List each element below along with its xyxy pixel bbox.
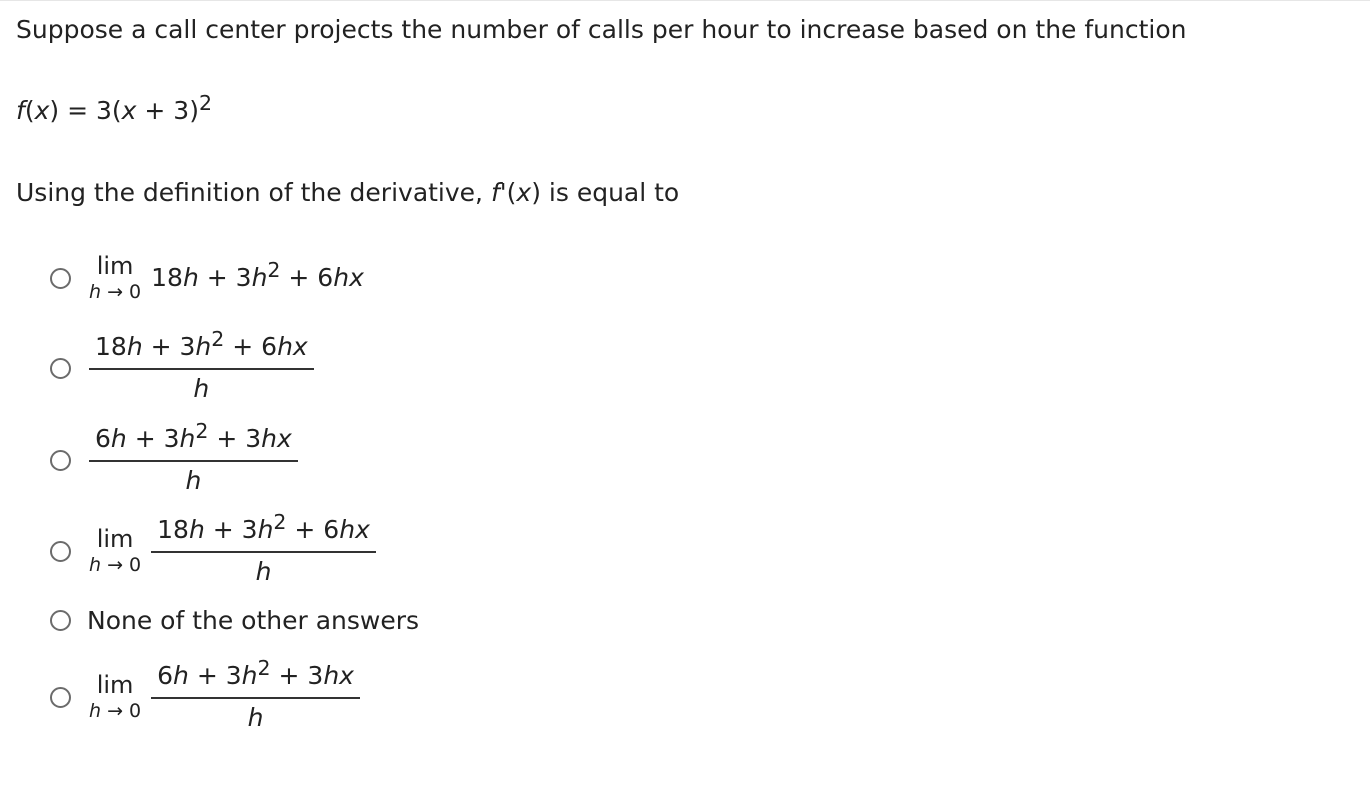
fraction-denominator: h bbox=[193, 374, 210, 403]
answer-option-2[interactable] bbox=[50, 326, 314, 404]
prompt-suffix: ) is equal to bbox=[531, 178, 680, 207]
fraction-denominator: h bbox=[185, 466, 202, 495]
prompt-prefix: Using the definition of the derivative, bbox=[16, 178, 491, 207]
radio-button[interactable] bbox=[50, 268, 71, 289]
radio-button[interactable] bbox=[50, 358, 71, 379]
answer-option-6[interactable] bbox=[50, 655, 360, 733]
limit-word: lim bbox=[96, 525, 134, 553]
function-definition: $f(x) = 3(x + 3)^2$ bbox=[16, 90, 212, 125]
radio-button[interactable] bbox=[50, 610, 71, 631]
limit-operator bbox=[89, 527, 141, 575]
function-rhs-suffix: + 3) bbox=[136, 96, 199, 125]
function-exponent: 2 bbox=[198, 90, 212, 115]
option-label: None of the other answers bbox=[87, 606, 420, 635]
radio-button[interactable] bbox=[50, 687, 71, 708]
option-expression bbox=[89, 509, 376, 587]
fraction bbox=[89, 326, 314, 404]
function-rhs-variable: x bbox=[121, 96, 137, 125]
question-prompt bbox=[16, 178, 679, 207]
option-expression bbox=[89, 418, 298, 496]
answer-option-5[interactable] bbox=[50, 606, 419, 635]
fraction-denominator: h bbox=[247, 703, 264, 732]
fraction bbox=[89, 418, 298, 496]
limit-operator bbox=[89, 254, 141, 302]
prompt-prime: '( bbox=[499, 178, 517, 207]
fraction-numerator: $18h + 3h^2 + 6hx$ bbox=[89, 332, 314, 370]
option-expression bbox=[89, 326, 314, 404]
fraction-numerator: $18h + 3h^2 + 6hx$ bbox=[151, 515, 376, 553]
answer-option-4[interactable] bbox=[50, 509, 376, 587]
fraction bbox=[151, 509, 376, 587]
limit-subscript: h → 0 bbox=[89, 700, 142, 722]
function-variable: x bbox=[34, 96, 50, 125]
limit-subscript: h → 0 bbox=[89, 281, 142, 303]
limit-subscript: h → 0 bbox=[89, 554, 142, 576]
limit-word: lim bbox=[96, 671, 134, 699]
prompt-function-name: f bbox=[490, 178, 500, 207]
fraction-numerator: $6h + 3h^2 + 3hx$ bbox=[89, 424, 298, 462]
function-name: f bbox=[16, 96, 25, 125]
radio-button[interactable] bbox=[50, 450, 71, 471]
limit-operator bbox=[89, 673, 141, 721]
fraction-denominator: h bbox=[255, 557, 272, 586]
option-expression bbox=[89, 254, 364, 302]
limit-word: lim bbox=[96, 252, 134, 280]
fraction-numerator: $6h + 3h^2 + 3hx$ bbox=[151, 661, 360, 699]
prompt-variable: x bbox=[516, 178, 532, 207]
option-expression bbox=[89, 655, 360, 733]
answer-option-3[interactable] bbox=[50, 418, 298, 496]
question-intro: Suppose a call center projects the number of calls per hour to increase based on the function bbox=[16, 15, 1187, 44]
radio-button[interactable] bbox=[50, 541, 71, 562]
function-rhs-prefix: 3( bbox=[95, 96, 122, 125]
answer-option-1[interactable] bbox=[50, 254, 364, 302]
fraction bbox=[151, 655, 360, 733]
top-divider bbox=[0, 0, 1370, 1]
limit-expression: $18h + 3h^2 + 6hx$ bbox=[151, 257, 364, 292]
